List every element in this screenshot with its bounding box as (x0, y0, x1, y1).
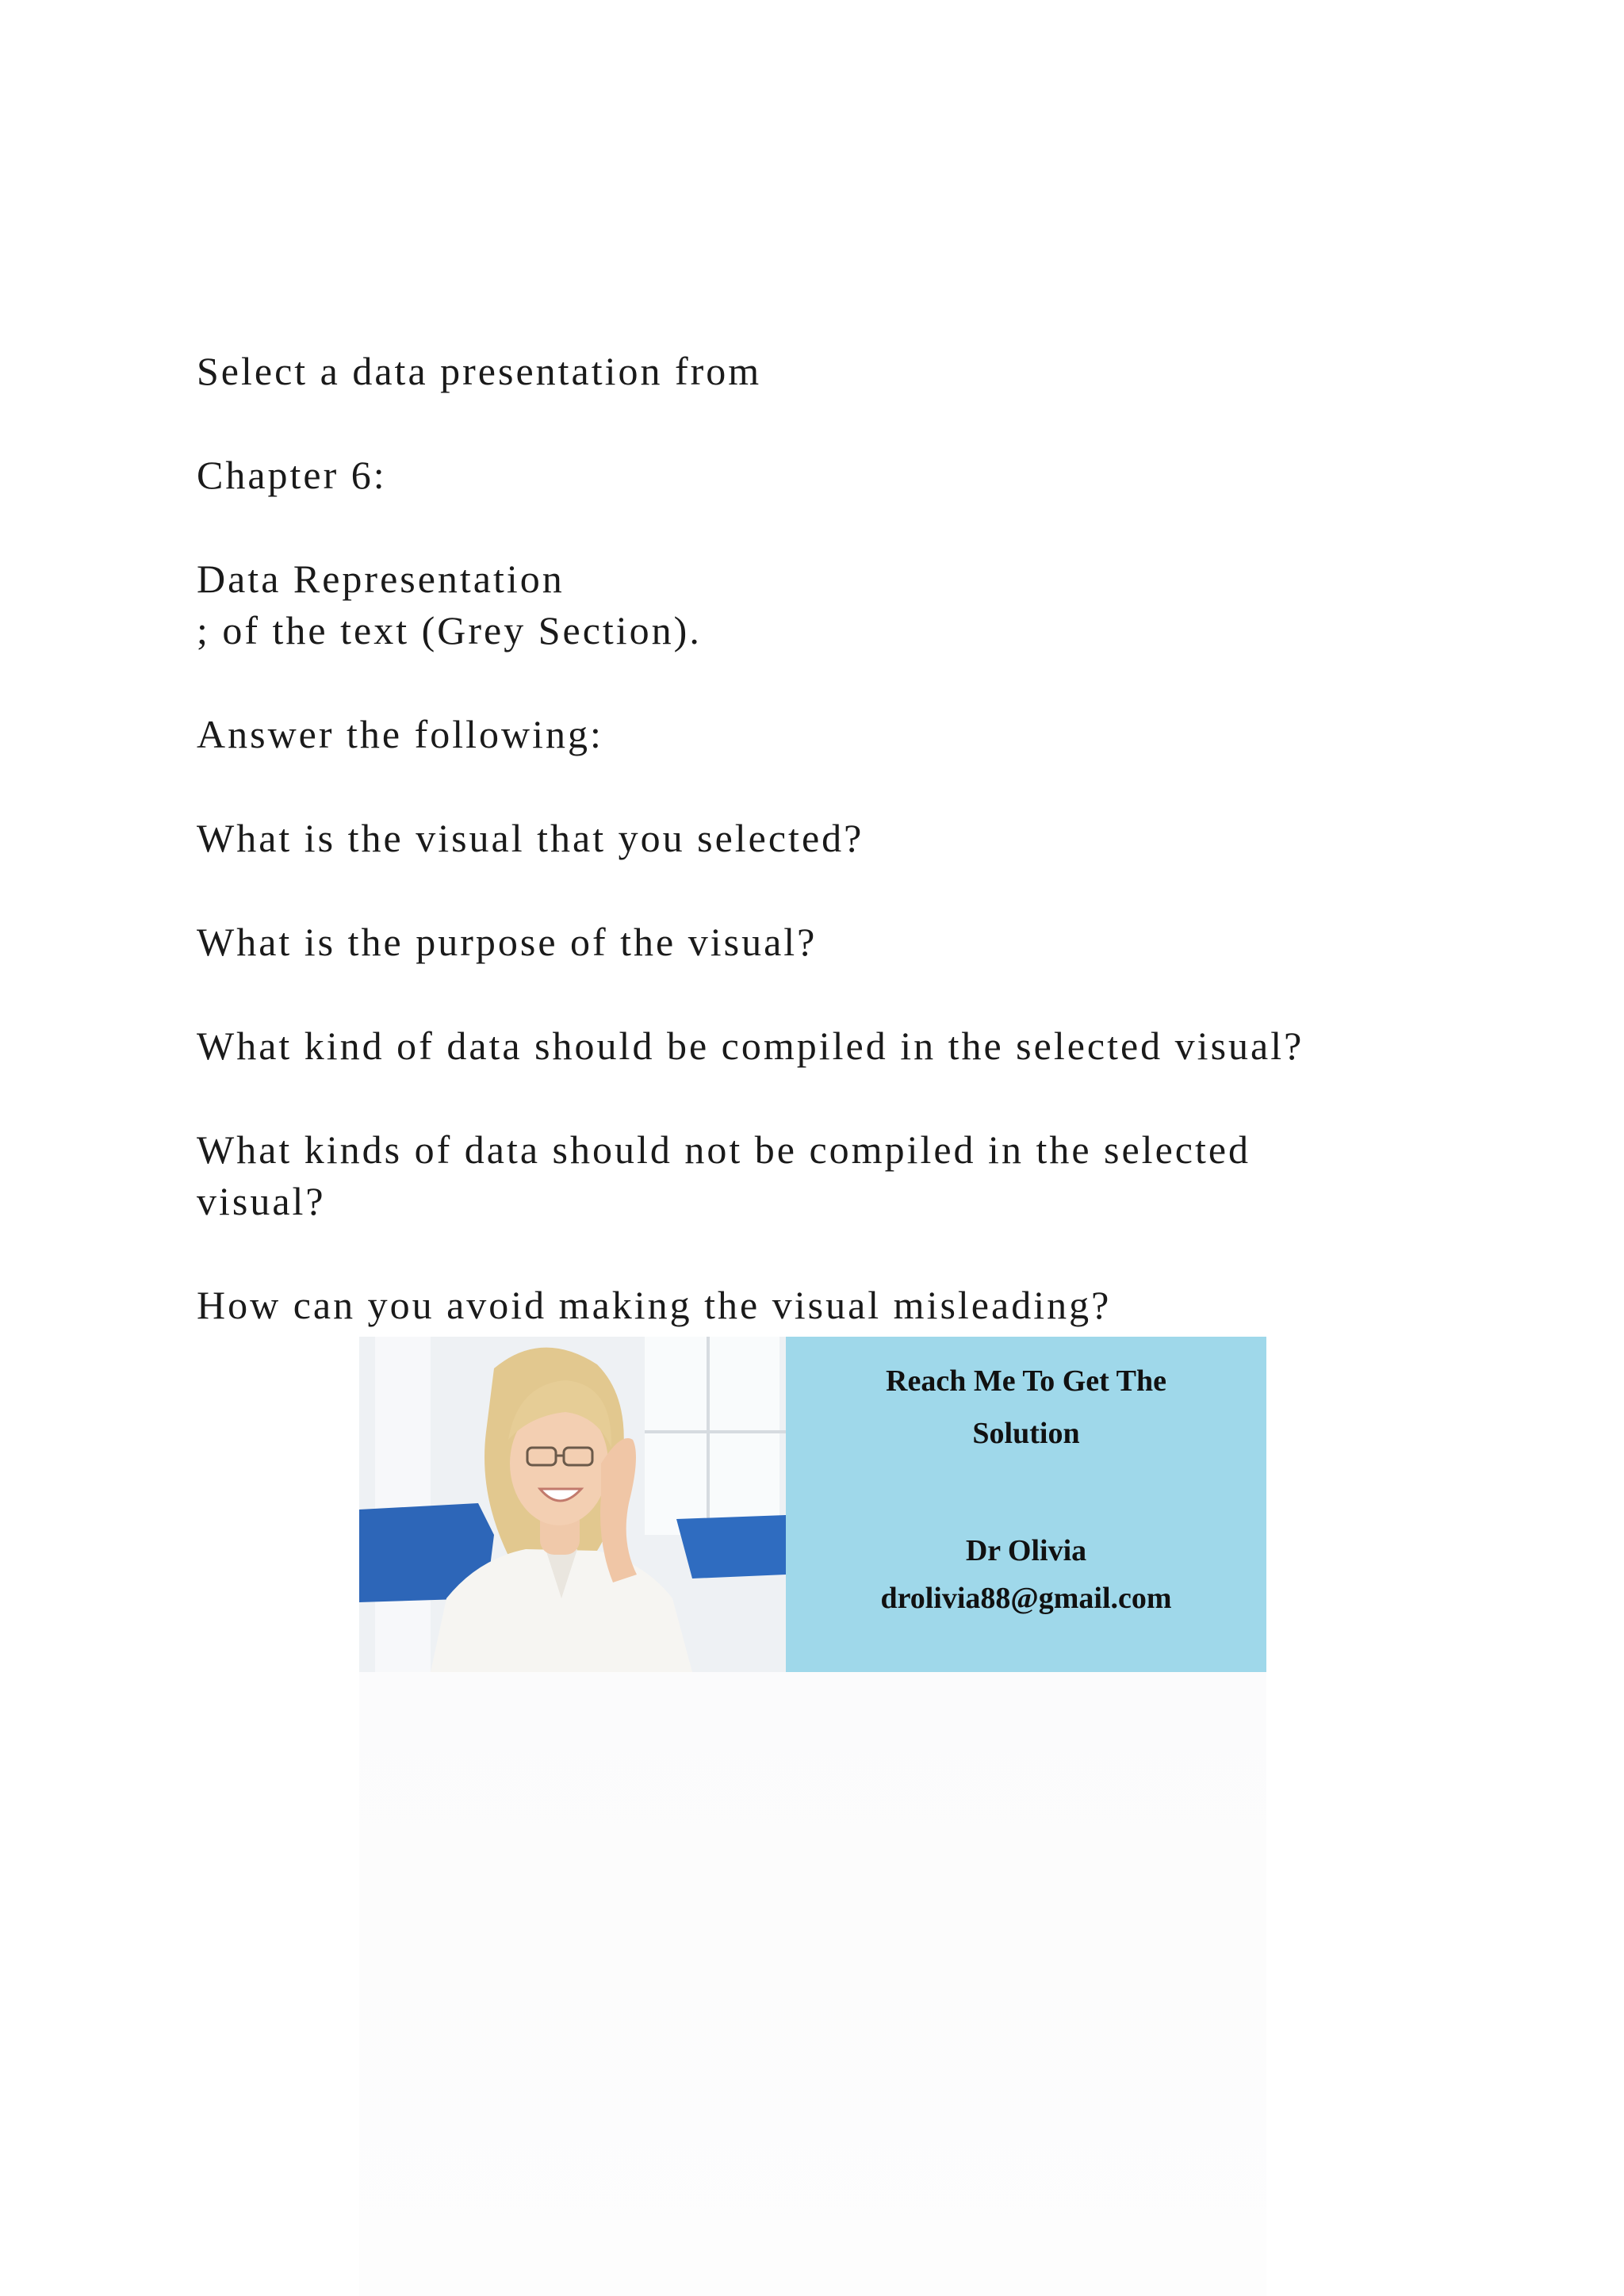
document-text (197, 346, 1465, 1331)
question-data-not-compiled: What kinds of data should not be compiled in the selected visual? (197, 1127, 1251, 1223)
banner-headline: Reach Me To Get The (886, 1364, 1166, 1398)
paragraph-select: Select a data presentation from (197, 349, 762, 393)
paragraph-answer: Answer the following: (197, 712, 603, 756)
contact-banner (359, 1337, 1266, 1672)
question-data-compiled: What kind of data should be compiled in the selected visual? (197, 1024, 1304, 1068)
banner-contact-email: drolivia88@gmail.com (880, 1582, 1172, 1615)
question-purpose: What is the purpose of the visual? (197, 920, 818, 964)
paragraph-chapter: Chapter 6: (197, 453, 387, 497)
paragraph-data-representation: Data Representation ; of the text (Grey Section). (197, 557, 702, 652)
smiling-woman-photo-icon (359, 1337, 786, 1672)
banner-subheadline: Solution (972, 1417, 1080, 1450)
banner-contact-name: Dr Olivia (965, 1534, 1087, 1567)
contact-info-panel (786, 1337, 1266, 1672)
faint-image-area (359, 1672, 1266, 2296)
question-visual-selected: What is the visual that you selected? (197, 816, 864, 860)
question-avoid-misleading: How can you avoid making the visual misleading? (197, 1283, 1112, 1327)
